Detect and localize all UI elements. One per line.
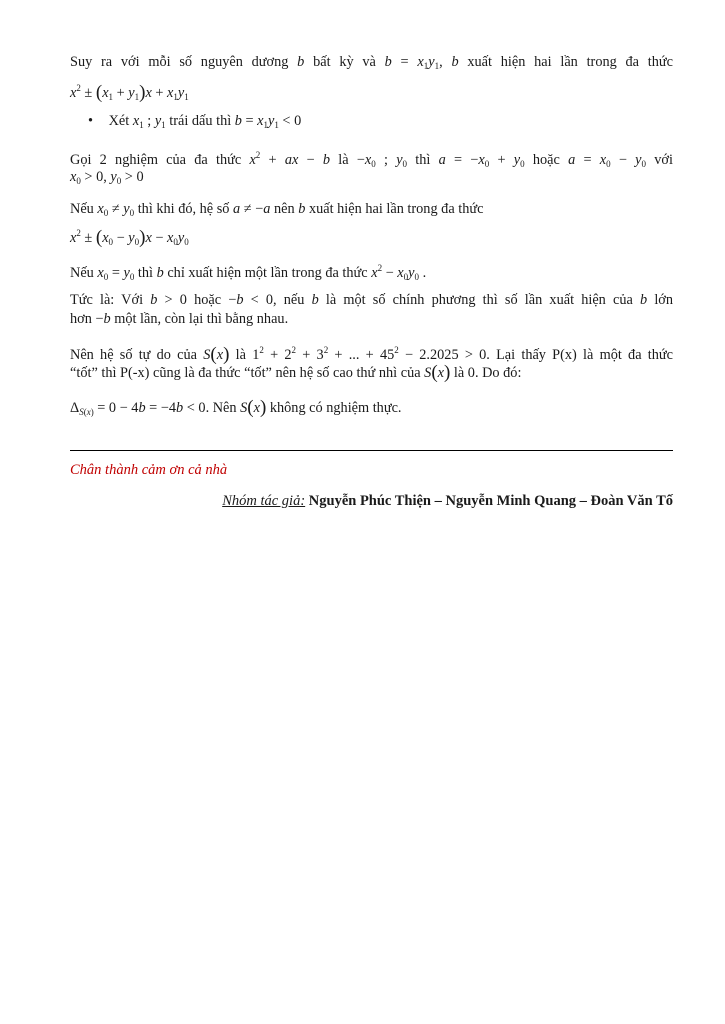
paragraph-2-line-1: Gọi 2 nghiệm của đa thức $x^2$ + ax − b là $-x_0$ ; $y_0$ thì $a = -x_0 + y_0$ hoặc $a = x_0 - y_0$ với <box>70 150 673 169</box>
paragraph-5-line-1: Tức là: Với b > 0 hoặc −b < 0, nếu b là một số chính phương thì số lần xuất hiện của b lớn <box>70 292 674 308</box>
paragraph-6-line-1: Nên hệ số tự do của S(x) là $1^2 + 2^2 + 3^2$ + ... + $45^2 - 2.2025 > 0$. Lại thấy P(x) là một đa thức <box>70 344 673 365</box>
paragraph-3-formula: $x^2 \pm (x_0 - y_0)x - x_0y_0$ <box>70 227 189 248</box>
paragraph-6-line-2: “tốt” thì P(-x) cũng là đa thức “tốt” nên hệ số cao thứ nhì của S(x) là 0. Do đó: <box>70 362 522 383</box>
bullet-item: • Xét $x_1$ ; $y_1$ trái dấu thì $b = x_1y_1 < 0$ <box>88 113 302 130</box>
section-divider <box>70 450 673 451</box>
paragraph-1-line-1: Suy ra với mỗi số nguyên dương b bất kỳ và $b = x_1y_1$, b xuất hiện hai lần trong đa thức <box>70 54 673 71</box>
paragraph-7: $\Delta_{S(x)} = 0 - 4b = -4b < 0$. Nên S(x) không có nghiệm thực. <box>70 397 402 418</box>
thanks-note: Chân thành cảm ơn cả nhà <box>70 462 228 478</box>
authors-names: Nguyễn Phúc Thiện – Nguyễn Minh Quang – Đoàn Văn Tố <box>308 493 673 509</box>
authors-label: Nhóm tác giả: <box>222 493 306 509</box>
authors-line <box>222 493 673 510</box>
paragraph-3-line-1: Nếu $x_0 \ne y_0$ thì khi đó, hệ số a ≠ −a nên b xuất hiện hai lần trong đa thức <box>70 201 484 218</box>
p1-text: Suy ra với mỗi số nguyên dương <box>70 54 289 70</box>
paragraph-1-formula: $x^2 \pm (x_1 + y_1)x + x_1y_1$ <box>70 82 189 103</box>
paragraph-4: Nếu $x_0 = y_0$ thì b chỉ xuất hiện một lần trong đa thức $x^2 - x_0y_0$ . <box>70 263 427 282</box>
bullet-icon: • <box>88 113 94 129</box>
paragraph-2-line-2: $x_0 > 0$, $y_0 > 0$ <box>70 169 144 186</box>
p1-text: bất kỳ và <box>313 54 376 70</box>
p1-text: xuất hiện hai lần trong đa thức <box>467 54 673 70</box>
paragraph-5-line-2: hơn −b một lần, còn lại thì bằng nhau. <box>70 311 289 327</box>
math-b: b <box>297 54 305 70</box>
math-b-eq: b <box>384 54 392 70</box>
